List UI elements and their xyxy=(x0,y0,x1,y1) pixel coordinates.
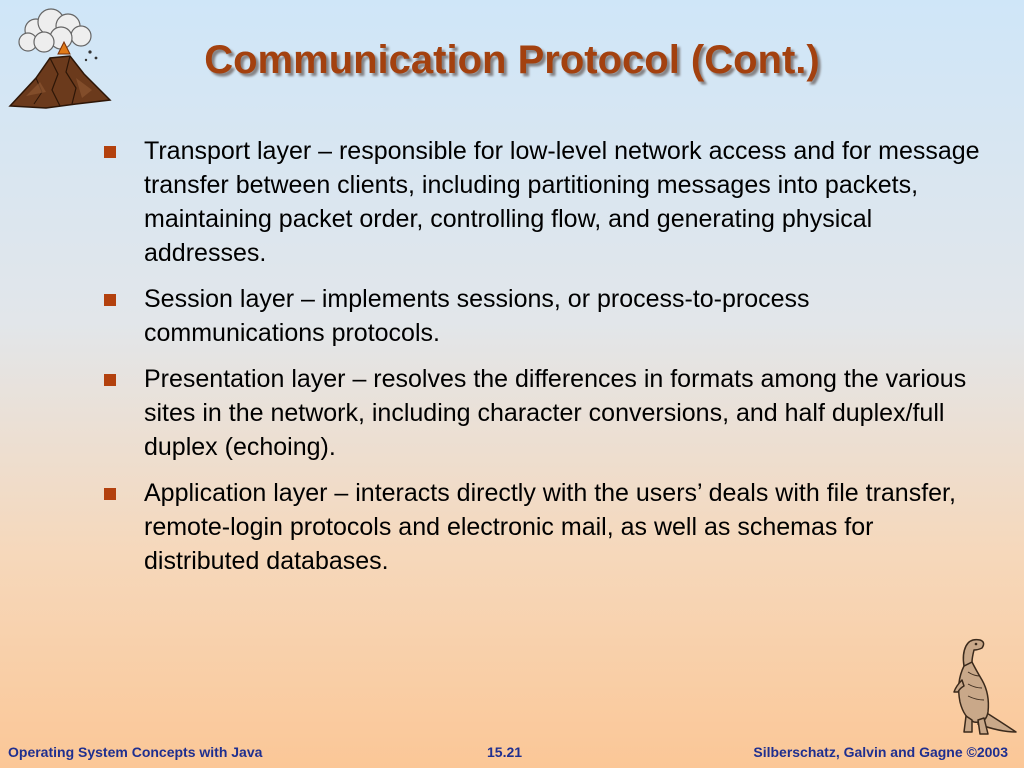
dinosaur-icon xyxy=(938,632,1020,738)
bullet-presentation xyxy=(104,362,984,464)
square-bullet-icon xyxy=(104,294,116,306)
bullet-session xyxy=(104,282,984,350)
slide-title: Communication Protocol (Cont.) xyxy=(204,38,820,82)
footer-page-number: 15.21 xyxy=(487,744,523,760)
footer-copyright: Silberschatz, Galvin and Gagne ©2003 xyxy=(753,744,1008,760)
square-bullet-icon xyxy=(104,146,116,158)
bullet-text: Session layer – implements sessions, or process-to-process communications protocols. xyxy=(144,285,810,347)
bullet-application xyxy=(104,476,984,578)
square-bullet-icon xyxy=(104,374,116,386)
bullet-list xyxy=(104,134,984,590)
footer-book-title: Operating System Concepts with Java xyxy=(8,744,263,760)
bullet-text: Presentation layer – resolves the differences in formats among the various sites in the network, including character conversions, and half duplex/full duplex (echoing). xyxy=(144,365,967,461)
bullet-transport xyxy=(104,134,984,270)
bullet-text: Transport layer – responsible for low-level network access and for message transfer between clients, including partitioning messages into packets, maintaining packet order, controlling flow, and generating physical addresses. xyxy=(144,137,980,267)
square-bullet-icon xyxy=(104,488,116,500)
bullet-text: Application layer – interacts directly with the users’ deals with file transfer, remote-login protocols and electronic mail, as well as schemas for distributed databases. xyxy=(144,479,956,575)
